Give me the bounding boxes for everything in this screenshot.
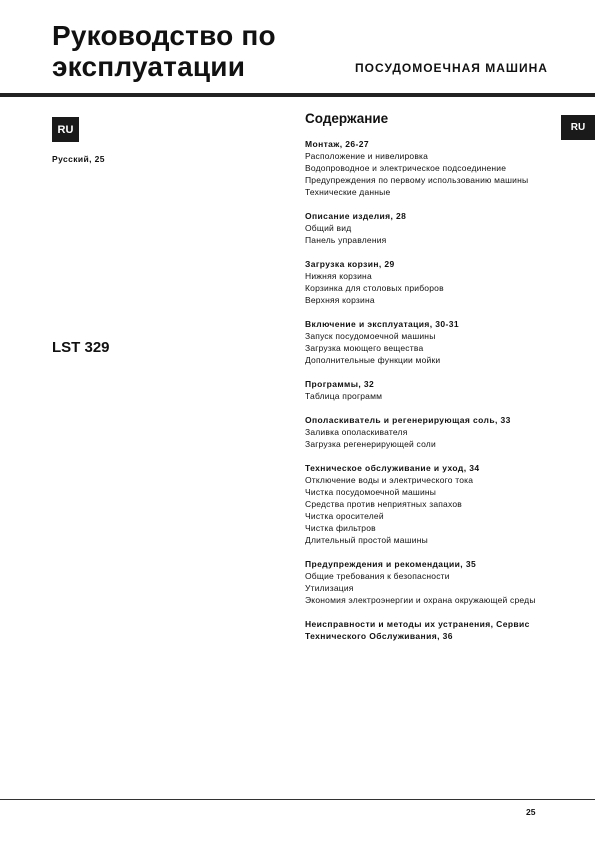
toc-item: Загрузка регенерирующей соли	[305, 439, 436, 449]
toc-item: Технические данные	[305, 187, 391, 197]
toc-section-title: Описание изделия, 28	[305, 211, 407, 221]
toc-section	[305, 138, 550, 198]
page-number: 25	[526, 807, 536, 817]
toc-item: Общий вид	[305, 223, 352, 233]
toc-item: Водопроводное и электрическое подсоединение	[305, 163, 507, 173]
toc-item: Утилизация	[305, 583, 354, 593]
toc-item: Расположение и нивелировка	[305, 151, 429, 161]
toc-section	[305, 414, 550, 450]
toc-section	[305, 462, 550, 546]
toc-item: Таблица программ	[305, 391, 383, 401]
toc-item: Экономия электроэнергии и охрана окружающей среды	[305, 595, 536, 605]
model-number: LST 329	[52, 339, 110, 356]
toc-section	[305, 210, 550, 246]
language-page-ref: Русский, 25	[52, 154, 105, 164]
toc-item: Отключение воды и электрического тока	[305, 475, 474, 485]
toc-item: Общие требования к безопасности	[305, 571, 450, 581]
product-subtitle: ПОСУДОМОЕЧНАЯ МАШИНА	[355, 61, 548, 75]
toc-section-title: Загрузка корзин, 29	[305, 259, 395, 269]
page-title	[52, 20, 276, 82]
side-language-tab: RU	[561, 115, 595, 140]
toc-section-title: Неисправности и методы их устранения, Сервис Технического Обслуживания, 36	[305, 619, 530, 641]
toc-section-title: Техническое обслуживание и уход, 34	[305, 463, 480, 473]
footer-divider	[0, 799, 595, 800]
toc-section-title: Ополаскиватель и регенерирующая соль, 33	[305, 415, 511, 425]
toc-section-title: Предупреждения и рекомендации, 35	[305, 559, 477, 569]
title-line-1: Руководство по	[52, 20, 276, 51]
toc-item: Нижняя корзина	[305, 271, 372, 281]
toc-section	[305, 318, 550, 366]
language-badge: RU	[52, 117, 79, 142]
toc-section	[305, 558, 550, 606]
title-line-2: эксплуатации	[52, 51, 246, 82]
toc-item: Верхняя корзина	[305, 295, 375, 305]
toc-item: Чистка посудомоечной машины	[305, 487, 437, 497]
toc-section-title: Монтаж, 26-27	[305, 139, 369, 149]
toc-item: Панель управления	[305, 235, 387, 245]
toc-item: Корзинка для столовых приборов	[305, 283, 444, 293]
toc-item: Запуск посудомоечной машины	[305, 331, 436, 341]
toc-section-title: Включение и эксплуатация, 30-31	[305, 319, 460, 329]
toc-item: Средства против неприятных запахов	[305, 499, 462, 509]
toc-item: Предупреждения по первому использованию машины	[305, 175, 529, 185]
toc-section	[305, 378, 550, 402]
toc-item: Чистка фильтров	[305, 523, 376, 533]
toc-section	[305, 618, 550, 642]
toc-item: Загрузка моющего вещества	[305, 343, 424, 353]
toc-item: Заливка ополаскивателя	[305, 427, 408, 437]
header-divider	[0, 93, 595, 97]
toc-section-title: Программы, 32	[305, 379, 375, 389]
toc-section	[305, 258, 550, 306]
toc-heading: Содержание	[305, 111, 389, 126]
toc-item: Длительный простой машины	[305, 535, 428, 545]
toc-item: Дополнительные функции мойки	[305, 355, 441, 365]
toc-item: Чистка оросителей	[305, 511, 384, 521]
table-of-contents	[305, 138, 550, 654]
